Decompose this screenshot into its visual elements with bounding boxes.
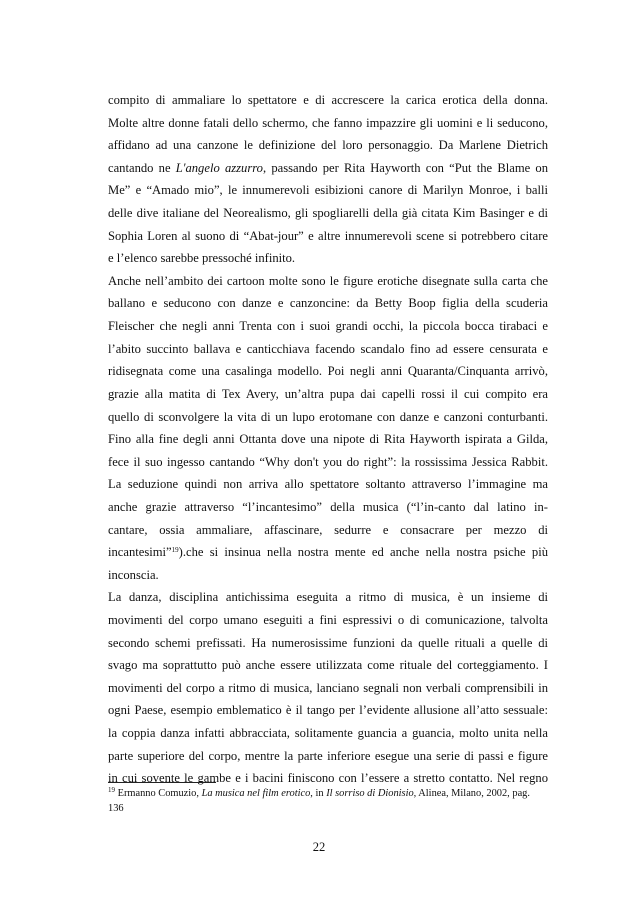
- body-line: La seduzione quindi non arriva allo spettatore soltanto attraverso l’immagine ma: [108, 477, 548, 492]
- body-line-segment: cantando ne: [108, 160, 176, 175]
- body-line: Sophia Loren al suono di “Abat-jour” e altre innumerevoli scene si potrebbero citare: [108, 228, 548, 243]
- body-line: Fleischer che negli anni Trenta con i suoi grandi occhi, la piccola bocca tirabaci e: [108, 319, 548, 334]
- body-text: [108, 89, 548, 790]
- body-line: movimenti del corpo umano eseguiti a fini espressivi o di comunicazione, talvolta: [108, 613, 548, 628]
- body-line: delle dive italiane del Neorealismo, gli spogliarelli della già citata Kim Basinger e di: [108, 206, 548, 221]
- body-line: Fino alla fine degli anni Ottanta dove una nipote di Rita Hayworth ispirata a Gilda,: [108, 432, 548, 447]
- footnote-line-1: [108, 786, 548, 801]
- body-line: [108, 541, 548, 564]
- body-line: secondo schemi prefissati. Ha numerosissime funzioni da quelle rituali a quelle di: [108, 635, 548, 650]
- body-line: parte superiore del corpo, mentre la parte inferiore esegue una serie di passi e figure: [108, 748, 548, 763]
- footnote-19: [108, 786, 548, 816]
- body-line: ogni Paese, esempio emblematico è il tango per l’evidente allusione all’atto sessuale:: [108, 703, 548, 718]
- body-line: Molte altre donne fatali dello schermo, che fanno impazzire gli uomini e li seducono,: [108, 115, 548, 130]
- body-line: anche grazie attraverso “l’incantesimo” della musica (“l’in-canto dal latino in-: [108, 499, 548, 514]
- body-line: grazie alla matita di Tex Avery, un’altra pupa dai capelli rossi il cui compito era: [108, 386, 548, 401]
- body-line: Me” e “Amado mio”, le innumerevoli esibizioni canore di Marilyn Monroe, i balli: [108, 183, 548, 198]
- body-line: l’abito succinto ballava e canticchiava facendo scandalo fino ad essere censurata e: [108, 341, 548, 356]
- footnote-title: La musica nel film erotico: [201, 788, 311, 799]
- body-line: ridisegnata come una casalinga modello. Poi negli anni Quaranta/Cinquanta arrivò,: [108, 364, 548, 379]
- body-line: affidano ad una canzone le definizione del loro personaggio. Da Marlene Dietrich: [108, 138, 548, 153]
- body-line: in cui sovente le gambe e i bacini finiscono con l’essere a stretto contatto. Nel regno: [108, 771, 548, 786]
- footnote-publisher: Alinea, Milano, 2002, pag.: [416, 788, 530, 799]
- footnote-separator: [108, 782, 216, 783]
- body-line: La danza, disciplina antichissima eseguita a ritmo di musica, è un insieme di: [108, 590, 548, 605]
- body-line: [108, 157, 548, 180]
- body-line: ballano e seducono con danze e canzoncine: da Betty Boop figlia della scuderia: [108, 296, 548, 311]
- body-line: fece il suo ingesso cantando “Why don't you do right”: la rossissima Jessica Rabbit.: [108, 454, 548, 469]
- page-number: 22: [312, 840, 326, 854]
- film-title: L'angelo azzurro: [175, 160, 263, 175]
- footnote-line-2: 136: [108, 803, 124, 814]
- body-line-segment: incantesimi”: [108, 545, 172, 560]
- body-line: Anche nell’ambito dei cartoon molte sono le figure erotiche disegnate sulla carta che: [108, 273, 548, 288]
- body-line: svago ma soprattutto può anche essere utilizzata come rituale del corteggiamento. I: [108, 658, 548, 673]
- footnote-source: Il sorriso di Dionisio,: [326, 788, 417, 799]
- body-line: movimenti del corpo a ritmo di musica, lanciano segnali non verbali comprensibili in: [108, 680, 548, 695]
- footnote-author: Ermanno Comuzio,: [115, 788, 202, 799]
- footnote-ref: 19: [171, 546, 179, 555]
- body-line: inconscia.: [108, 567, 159, 582]
- body-line: la coppia danza infatti abbracciata, solitamente guancia a guancia, molto unita nella: [108, 726, 548, 741]
- body-line-segment: ).che si insinua nella nostra mente ed anche nella nostra psiche più: [178, 545, 548, 560]
- body-line: e l’elenco sarebbe pressoché infinito.: [108, 251, 296, 266]
- body-line-segment: , passando per Rita Hayworth con “Put the Blame on: [262, 160, 549, 175]
- footnote-number: 19: [108, 786, 115, 794]
- footnote-in: , in: [310, 788, 327, 799]
- body-line: cantare, ossia ammaliare, affascinare, sedurre e consacrare per mezzo di: [108, 522, 548, 537]
- body-line: quello di sconvolgere la vita di un lupo erotomane con danze e canzoni conturbanti.: [108, 409, 548, 424]
- body-line: compito di ammaliare lo spettatore e di accrescere la carica erotica della donna.: [108, 93, 548, 107]
